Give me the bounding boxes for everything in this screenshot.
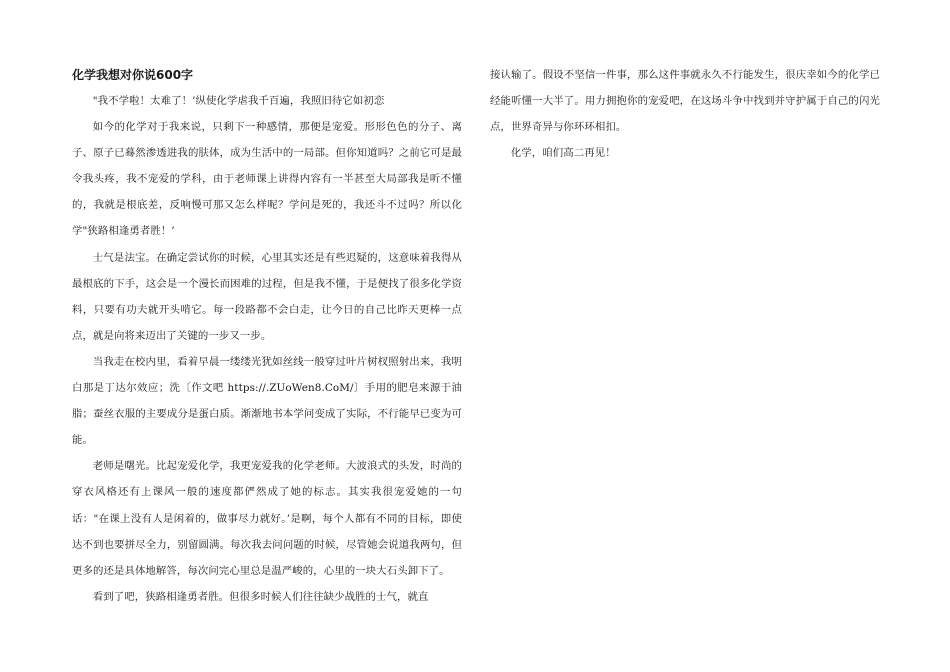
paragraph-campus-observations: 当我走在校内里，看着早晨一缕缕光犹如丝线一般穿过叶片树杈照射出来，我明白那是丁达尔效应；洗〔作文吧 https://.ZUoWen8.CoM/〕手用的肥皂来源于油脂；蚕丝衣服的主要成分是蛋白质。渐渐地书本学问变成了实际，不行能早已变为可能。 (72, 355, 462, 447)
paragraph-continuation: 接认输了。假设不坚信一件事，那么这件事就永久不行能发生，很庆幸如今的化学已经能听懂一大半了。用力拥抱你的宠爱吧，在这场斗争中找到并守护属于自己的闪光点，世界奇异与你环环相扣。 (490, 69, 880, 134)
paragraph-teacher: 老师是曙光。比起宠爱化学，我更宠爱我的化学老师。大波浪式的头发，时尚的穿衣风格还有上课风一般的速度都俨然成了她的标志。其实我很宠爱她的一句话："在课上没有人是闲着的，做事尽力就好。’是啊，每个人都有不同的目标，即使达不到也要拼尽全力，别留圆满。每次我去问问题的时候，尽管她会说道我两句，但更多的还是具体地解答，每次问完心里总是温严峻的，心里的一块大石头卸下了。 (72, 460, 462, 577)
paragraph-opening-quote: "我不学啦！太难了！’纵使化学虐我千百遍，我照旧待它如初恋 (92, 95, 385, 107)
right-column (490, 62, 880, 166)
document-title: 化学我想对你说600字 (72, 68, 194, 82)
paragraph-farewell: 化学，咱们高二再见！ (510, 147, 616, 160)
paragraph-love-chemistry: 如今的化学对于我来说，只剩下一种感情，那便是宠爱。形形色色的分子、离子、原子已蓦然渗透进我的肤体，成为生活中的一局部。但你知道吗？之前它可是最令我头疼，我不宠爱的学科，由于老师课上讲得内容有一半甚至大局部我是听不懂的，我就是根底差，反响慢可那又怎么样呢？学问是死的，我还斗不过吗？所以化学"狭路相逢勇者胜！’ (72, 121, 462, 238)
left-column (72, 62, 462, 610)
paragraph-brave-wins: 看到了吧，狭路相逢勇者胜。但很多时候人们往往缺少战胜的士气，就直 (92, 590, 429, 603)
paragraph-courage: 士气是法宝。在确定尝试你的时候，心里其实还是有些迟疑的，这意味着我得从最根底的下手，这会是一个漫长而困难的过程，但是我不懂，于是便找了很多化学资料，只要有功夫就开头啃它。每一段路都不会白走，让今日的自己比昨天更棒一点点，就是向将来迈出了关键的一步又一步。 (72, 251, 462, 342)
